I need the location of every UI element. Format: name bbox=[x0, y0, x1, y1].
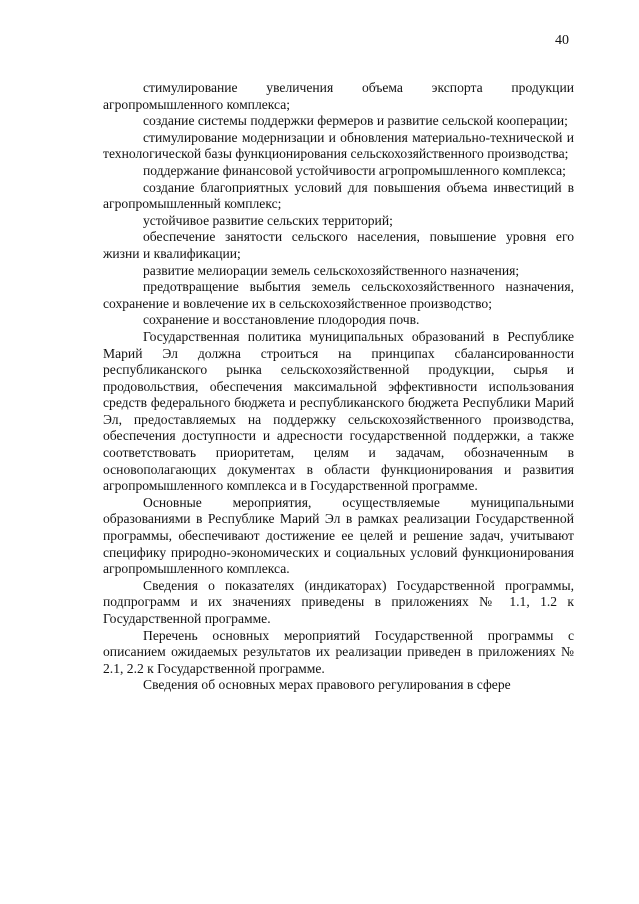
paragraph: обеспечение занятости сельского населения, повышение уровня его жизни и квалификации; bbox=[103, 229, 574, 261]
paragraph: создание системы поддержки фермеров и развитие сельской кооперации; bbox=[143, 113, 568, 129]
paragraph: развитие мелиорации земель сельскохозяйственного назначения; bbox=[143, 262, 520, 278]
paragraph: Перечень основных мероприятий Государственной программы с описанием ожидаемых результатов их реализации приведен в приложениях № 2.1, 2.2 к Государственной программе. bbox=[103, 627, 574, 676]
paragraph: Сведения об основных мерах правового регулирования в сфере bbox=[143, 677, 511, 693]
paragraph: Основные мероприятия, осуществляемые муниципальными образованиями в Республике Марий Эл в рамках реализации Государственной программы, обеспечивают достижение ее целей и решение задач, учитывают специфику природно-экономических и социальных условий функционирования агропромышленного комплекса. bbox=[103, 494, 574, 577]
paragraph: сохранение и восстановление плодородия почв. bbox=[143, 312, 420, 328]
paragraph: устойчивое развитие сельских территорий; bbox=[143, 212, 393, 228]
paragraph: поддержание финансовой устойчивости агропромышленного комплекса; bbox=[143, 162, 566, 178]
paragraph: создание благоприятных условий для повышения объема инвестиций в агропромышленный комплекс; bbox=[103, 179, 574, 212]
paragraph: стимулирование увеличения объема экспорта продукции агропромышленного комплекса; bbox=[103, 80, 574, 112]
paragraph: Государственная политика муниципальных образований в Республике Марий Эл должна строиться на принципах сбалансированности республиканского рынка сельскохозяйственной продукции, сырья и продовольствия, обеспечения максимальной эффективности использования средств федерального бюджета и республиканского бюджета Республики Марий Эл, предоставляемых на поддержку сельскохозяйственного производства, обеспечения доступности и адресности государственной поддержки, а также соответствовать приоритетам, целям и задачам, обозначенным в основополагающих документах в области функционирования и развития агропромышленного комплекса и в Государственной программе. bbox=[103, 328, 574, 494]
paragraph: предотвращение выбытия земель сельскохозяйственного назначения, сохранение и вовлечение их в сельскохозяйственное производство; bbox=[103, 279, 574, 311]
document-body bbox=[103, 80, 574, 694]
paragraph: Сведения о показателях (индикаторах) Государственной программы, подпрограмм и их значениях приведены в приложениях № 1.1, 1.2 к Государственной программе. bbox=[103, 577, 574, 626]
page-number: 40 bbox=[555, 33, 569, 48]
paragraph: стимулирование модернизации и обновления материально-технической и технологической базы функционирования сельскохозяйственного производства; bbox=[103, 129, 574, 162]
